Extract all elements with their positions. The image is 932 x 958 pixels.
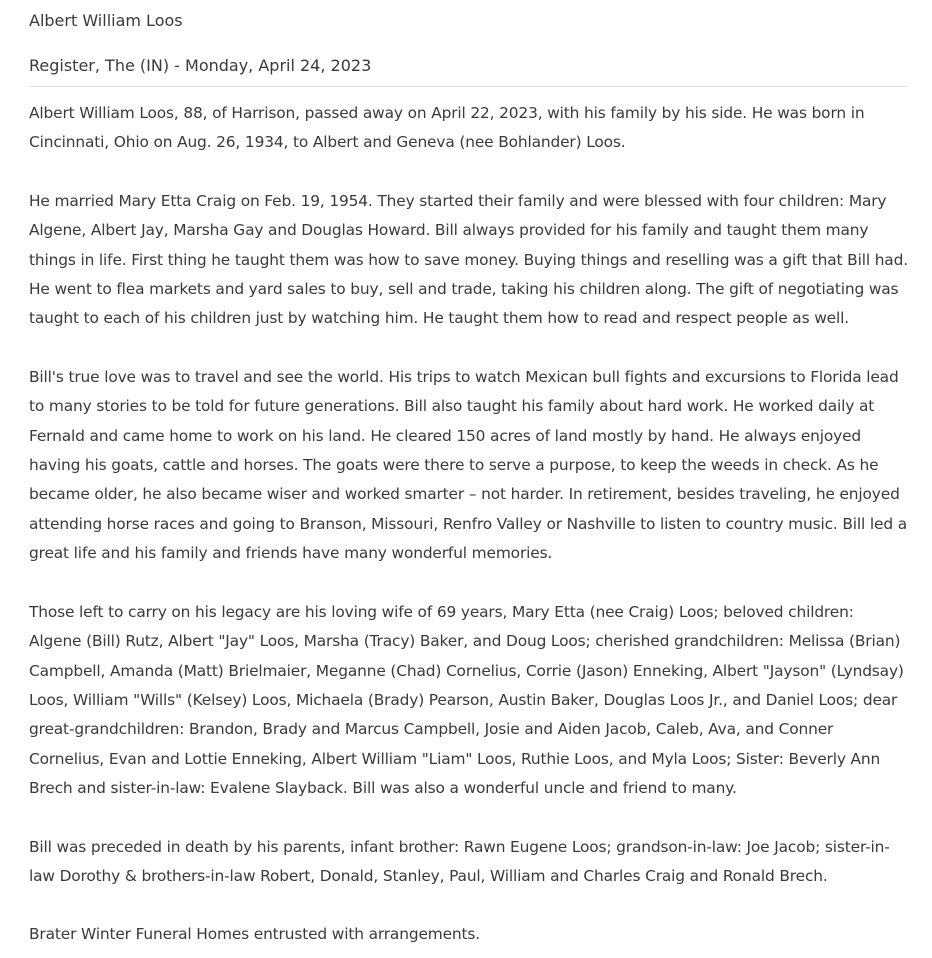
obituary-name: Albert William Loos — [29, 11, 183, 30]
paragraph-arrangements: Brater Winter Funeral Homes entrusted with arrangements. — [29, 925, 481, 944]
divider — [29, 86, 908, 87]
publication-source: Register, The (IN) - Monday, April 24, 2023 — [29, 56, 372, 75]
obituary-body — [29, 99, 908, 950]
paragraph-marriage: He married Mary Etta Craig on Feb. 19, 1954. They started their family and were blessed with four children: Mary Algene, Albert Jay, Marsha Gay and Douglas Howard. Bill always provided for his family and taught them many things in life. First thing he taught them was how to save money. Buying things and reselling was a gift that Bill had. He went to flea markets and yard sales to buy, sell and trade, taking his children along. The gift of negotiating was taught to each of his children just by watching him. He taught them how to read and respect people as well. — [29, 191, 908, 328]
paragraph-preceded: Bill was preceded in death by his parents, infant brother: Rawn Eugene Loos; grandson-in-law: Joe Jacob; sister-in-law Dorothy & brothers-in-law Robert, Donald, Stanley, Paul, William and Charles Craig and Ronald Brech. — [29, 837, 890, 885]
paragraph-survivors: Those left to carry on his legacy are his loving wife of 69 years, Mary Etta (nee Craig) Loos; beloved children: Algene (Bill) Rutz, Albert "Jay" Loos, Marsha (Tracy) Baker, and Doug Loos; cherished grandchildren: Melissa (Brian) Campbell, Amanda (Matt) Brielmaier, Meganne (Chad) Cornelius, Corrie (Jason) Enneking, Albert "Jayson" (Lyndsay) Loos, William "Wills" (Kelsey) Loos, Michaela (Brady) Pearson, Austin Baker, Douglas Loos Jr., and Daniel Loos; dear great-grandchildren: Brandon, Brady and Marcus Campbell, Josie and Aiden Jacob, Caleb, Ava, and Conner Cornelius, Evan and Lottie Enneking, Albert William "Liam" Loos, Ruthie Loos, and Myla Loos; Sister: Beverly Ann Brech and sister-in-law: Evalene Slayback. Bill was also a wonderful uncle and friend to many. — [29, 602, 904, 798]
paragraph-birth: Albert William Loos, 88, of Harrison, passed away on April 22, 2023, with his family by his side. He was born in Cincinnati, Ohio on Aug. 26, 1934, to Albert and Geneva (nee Bohlander) Loos. — [29, 104, 865, 152]
paragraph-travel: Bill's true love was to travel and see the world. His trips to watch Mexican bull fights and excursions to Florida lead to many stories to be told for future generations. Bill also taught his family about hard work. He worked daily at Fernald and came home to work on his land. He cleared 150 acres of land mostly by hand. He always enjoyed having his goats, cattle and horses. The goats were there to serve a purpose, to keep the weeds in check. As he became older, he also became wiser and worked smarter – not harder. In retirement, besides traveling, he enjoyed attending horse races and going to Branson, Missouri, Renfro Valley or Nashville to listen to country music. Bill led a great life and his family and friends have many wonderful memories. — [29, 367, 908, 563]
